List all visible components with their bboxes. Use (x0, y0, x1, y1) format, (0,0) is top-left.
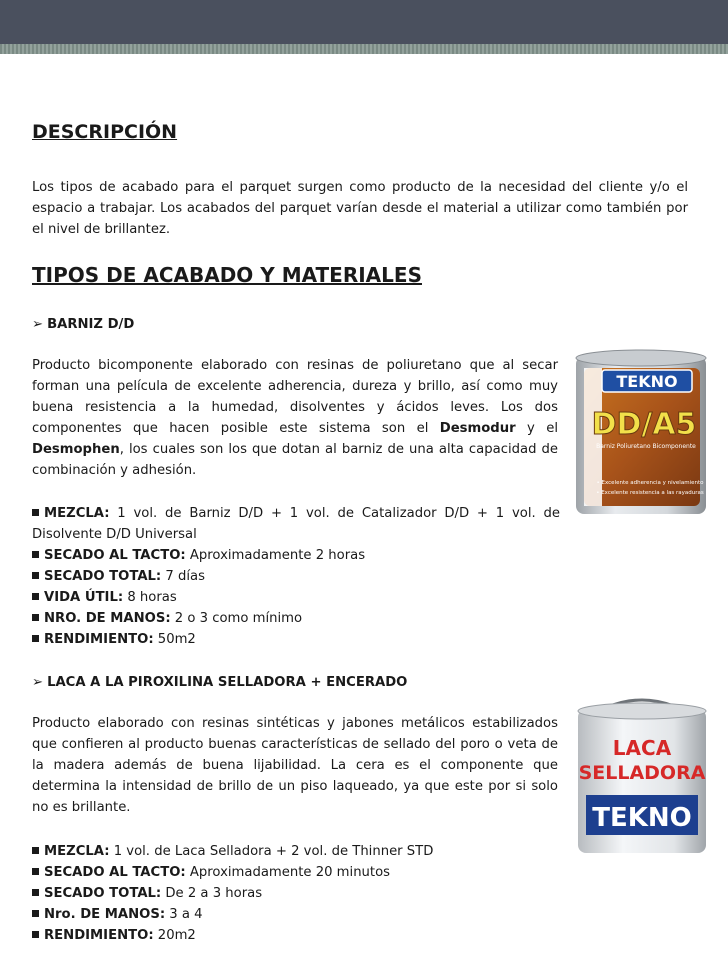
types-title: TIPOS DE ACABADO Y MATERIALES (32, 263, 422, 287)
bullet-icon (32, 889, 39, 896)
barniz-desc-part1: Producto bicomponente elaborado con resinas de poliuretano que al secar forman una película de excelente adherencia, dureza y brillo, así como muy buena resistencia a la humedad, disolventes y ácidos leves. Los dos componentes que hacen posible este sistema son el (32, 358, 558, 436)
can-brand-text: TEKNO (592, 803, 692, 833)
spec-item (32, 629, 560, 650)
description-title: DESCRIPCIÓN (32, 121, 178, 143)
can-line1-text: LACA (612, 736, 672, 760)
spec-label: MEZCLA: (44, 506, 110, 521)
spec-label: Nro. DE MANOS: (44, 907, 166, 922)
barniz-product-image (568, 346, 714, 522)
header-band (0, 0, 728, 44)
barniz-desc-bold1: Desmodur (439, 421, 516, 436)
laca-heading-text: LACA A LA PIROXILINA SELLADORA + ENCERADO (47, 675, 408, 690)
spec-value: 7 días (161, 569, 205, 584)
spec-label: RENDIMIENTO: (44, 928, 154, 943)
arrow-icon: ➢ (32, 317, 44, 332)
can-lid (576, 350, 706, 366)
spec-item (32, 608, 560, 629)
spec-value: 2 o 3 como mínimo (170, 611, 303, 626)
laca-heading (32, 675, 407, 690)
can-note2-text: • Excelente resistencia a las rayaduras (596, 490, 704, 496)
barniz-desc-part3: , los cuales son los que dotan al barniz de una alta capacidad de combinación y adhesión. (32, 442, 558, 478)
bullet-icon (32, 868, 39, 875)
can-brand-text: TEKNO (616, 372, 678, 391)
bullet-icon (32, 847, 39, 854)
spec-value: Aproximadamente 2 horas (185, 548, 366, 563)
arrow-icon: ➢ (32, 675, 44, 690)
spec-value: Aproximadamente 20 minutos (185, 865, 391, 880)
spec-item (32, 503, 560, 545)
spec-value: De 2 a 3 horas (161, 886, 263, 901)
bullet-icon (32, 635, 39, 642)
laca-specs (32, 841, 560, 946)
header-stripe (0, 44, 728, 54)
bullet-icon (32, 593, 39, 600)
can-product-text: DD/A5 (591, 407, 697, 442)
spec-value: 20m2 (153, 928, 196, 943)
spec-value: 8 horas (123, 590, 177, 605)
bullet-icon (32, 509, 39, 516)
spec-item (32, 883, 560, 904)
can-lid (578, 703, 706, 719)
bullet-icon (32, 572, 39, 579)
bullet-icon (32, 931, 39, 938)
spec-label: MEZCLA: (44, 844, 110, 859)
spec-item (32, 904, 560, 925)
barniz-specs (32, 503, 560, 650)
spec-label: NRO. DE MANOS: (44, 611, 171, 626)
can-line2-text: SELLADORA (578, 762, 706, 784)
bullet-icon (32, 910, 39, 917)
spec-label: SECADO AL TACTO: (44, 865, 186, 880)
laca-product-image (566, 683, 718, 859)
barniz-desc-part2: y el (515, 421, 558, 436)
spec-label: VIDA ÚTIL: (44, 590, 124, 605)
spec-label: SECADO TOTAL: (44, 569, 162, 584)
barniz-desc-bold2: Desmophen (32, 442, 120, 457)
spec-value: 1 vol. de Barniz D/D + 1 vol. de Catalizador D/D + 1 vol. de Disolvente D/D Universal (32, 506, 560, 542)
bullet-icon (32, 551, 39, 558)
spec-item (32, 862, 560, 883)
description-body: Los tipos de acabado para el parquet surgen como producto de la necesidad del cliente y/o el espacio a trabajar. Los acabados del parquet varían desde el material a utilizar como también por el nivel de brillantez. (32, 180, 688, 237)
spec-label: SECADO TOTAL: (44, 886, 162, 901)
spec-item (32, 545, 560, 566)
spec-value: 3 a 4 (165, 907, 203, 922)
spec-item (32, 925, 560, 946)
can-subtitle-text: Barniz Poliuretano Bicomponente (596, 443, 696, 450)
can-note1-text: • Excelente adherencia y nivelamiento (596, 480, 704, 486)
spec-value: 50m2 (153, 632, 196, 647)
laca-description: Producto elaborado con resinas sintéticas y jabones metálicos estabilizados que confieren al producto buenas características de sellado del poro o veta de la madera además de buena lijabilidad. La cera es el componente que determina la intensidad de brillo de un piso laqueado, ya que este por si solo no es brillante. (32, 716, 558, 815)
spec-item (32, 587, 560, 608)
spec-value: 1 vol. de Laca Selladora + 2 vol. de Thinner STD (109, 844, 434, 859)
spec-label: SECADO AL TACTO: (44, 548, 186, 563)
spec-item (32, 566, 560, 587)
spec-item (32, 841, 560, 862)
barniz-heading (32, 317, 134, 332)
barniz-heading-text: BARNIZ D/D (47, 317, 135, 332)
barniz-description (32, 355, 558, 481)
bullet-icon (32, 614, 39, 621)
spec-label: RENDIMIENTO: (44, 632, 154, 647)
